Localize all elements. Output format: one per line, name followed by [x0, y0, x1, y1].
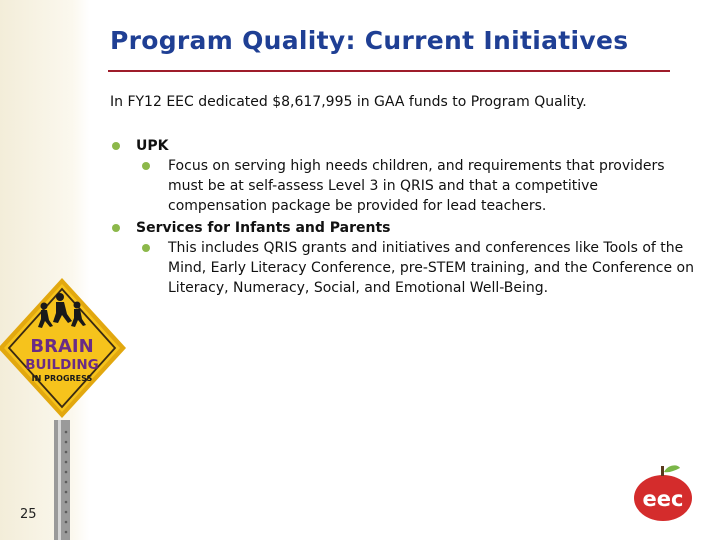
- bullet-dot: [112, 142, 120, 150]
- bullet-list: [110, 136, 695, 298]
- title-divider: [108, 70, 670, 72]
- bullet-dot: [112, 224, 120, 232]
- sign-post: [54, 420, 70, 540]
- bullet-label: UPK: [136, 138, 169, 154]
- bullet-upk: [110, 136, 695, 156]
- sub-bullet-text: Focus on serving high needs children, and requirements that providers must be at self-assess Level 3 in QRIS and that a competitive compensation package be provided for lead teachers.: [168, 158, 665, 214]
- sub-bullet-services: [110, 238, 695, 298]
- logo-text: eec: [642, 487, 684, 511]
- eec-logo: [632, 462, 694, 524]
- slide-title: Program Quality: Current Initiatives: [110, 26, 629, 55]
- bullet-label: Services for Infants and Parents: [136, 220, 391, 236]
- bullet-dot: [142, 244, 150, 252]
- brain-building-sign: [0, 270, 140, 540]
- apple-stem: [661, 466, 664, 476]
- bullet-dot: [142, 162, 150, 170]
- sign-text-building: BUILDING: [25, 357, 99, 373]
- sign-text-progress: IN PROGRESS: [31, 374, 93, 383]
- intro-text: In FY12 EEC dedicated $8,617,995 in GAA funds to Program Quality.: [110, 94, 587, 110]
- leaf-icon: [664, 465, 680, 472]
- page-number: 25: [20, 507, 37, 522]
- sub-bullet-text: This includes QRIS grants and initiatives and conferences like Tools of the Mind, Early Literacy Conference, pre-STEM training, and the Conference on Literacy, Numeracy, Social, and Emotional Well-Being.: [168, 240, 694, 296]
- bullet-services: [110, 218, 695, 238]
- sub-bullet-upk: [110, 156, 695, 216]
- sign-text-brain: BRAIN: [30, 336, 94, 357]
